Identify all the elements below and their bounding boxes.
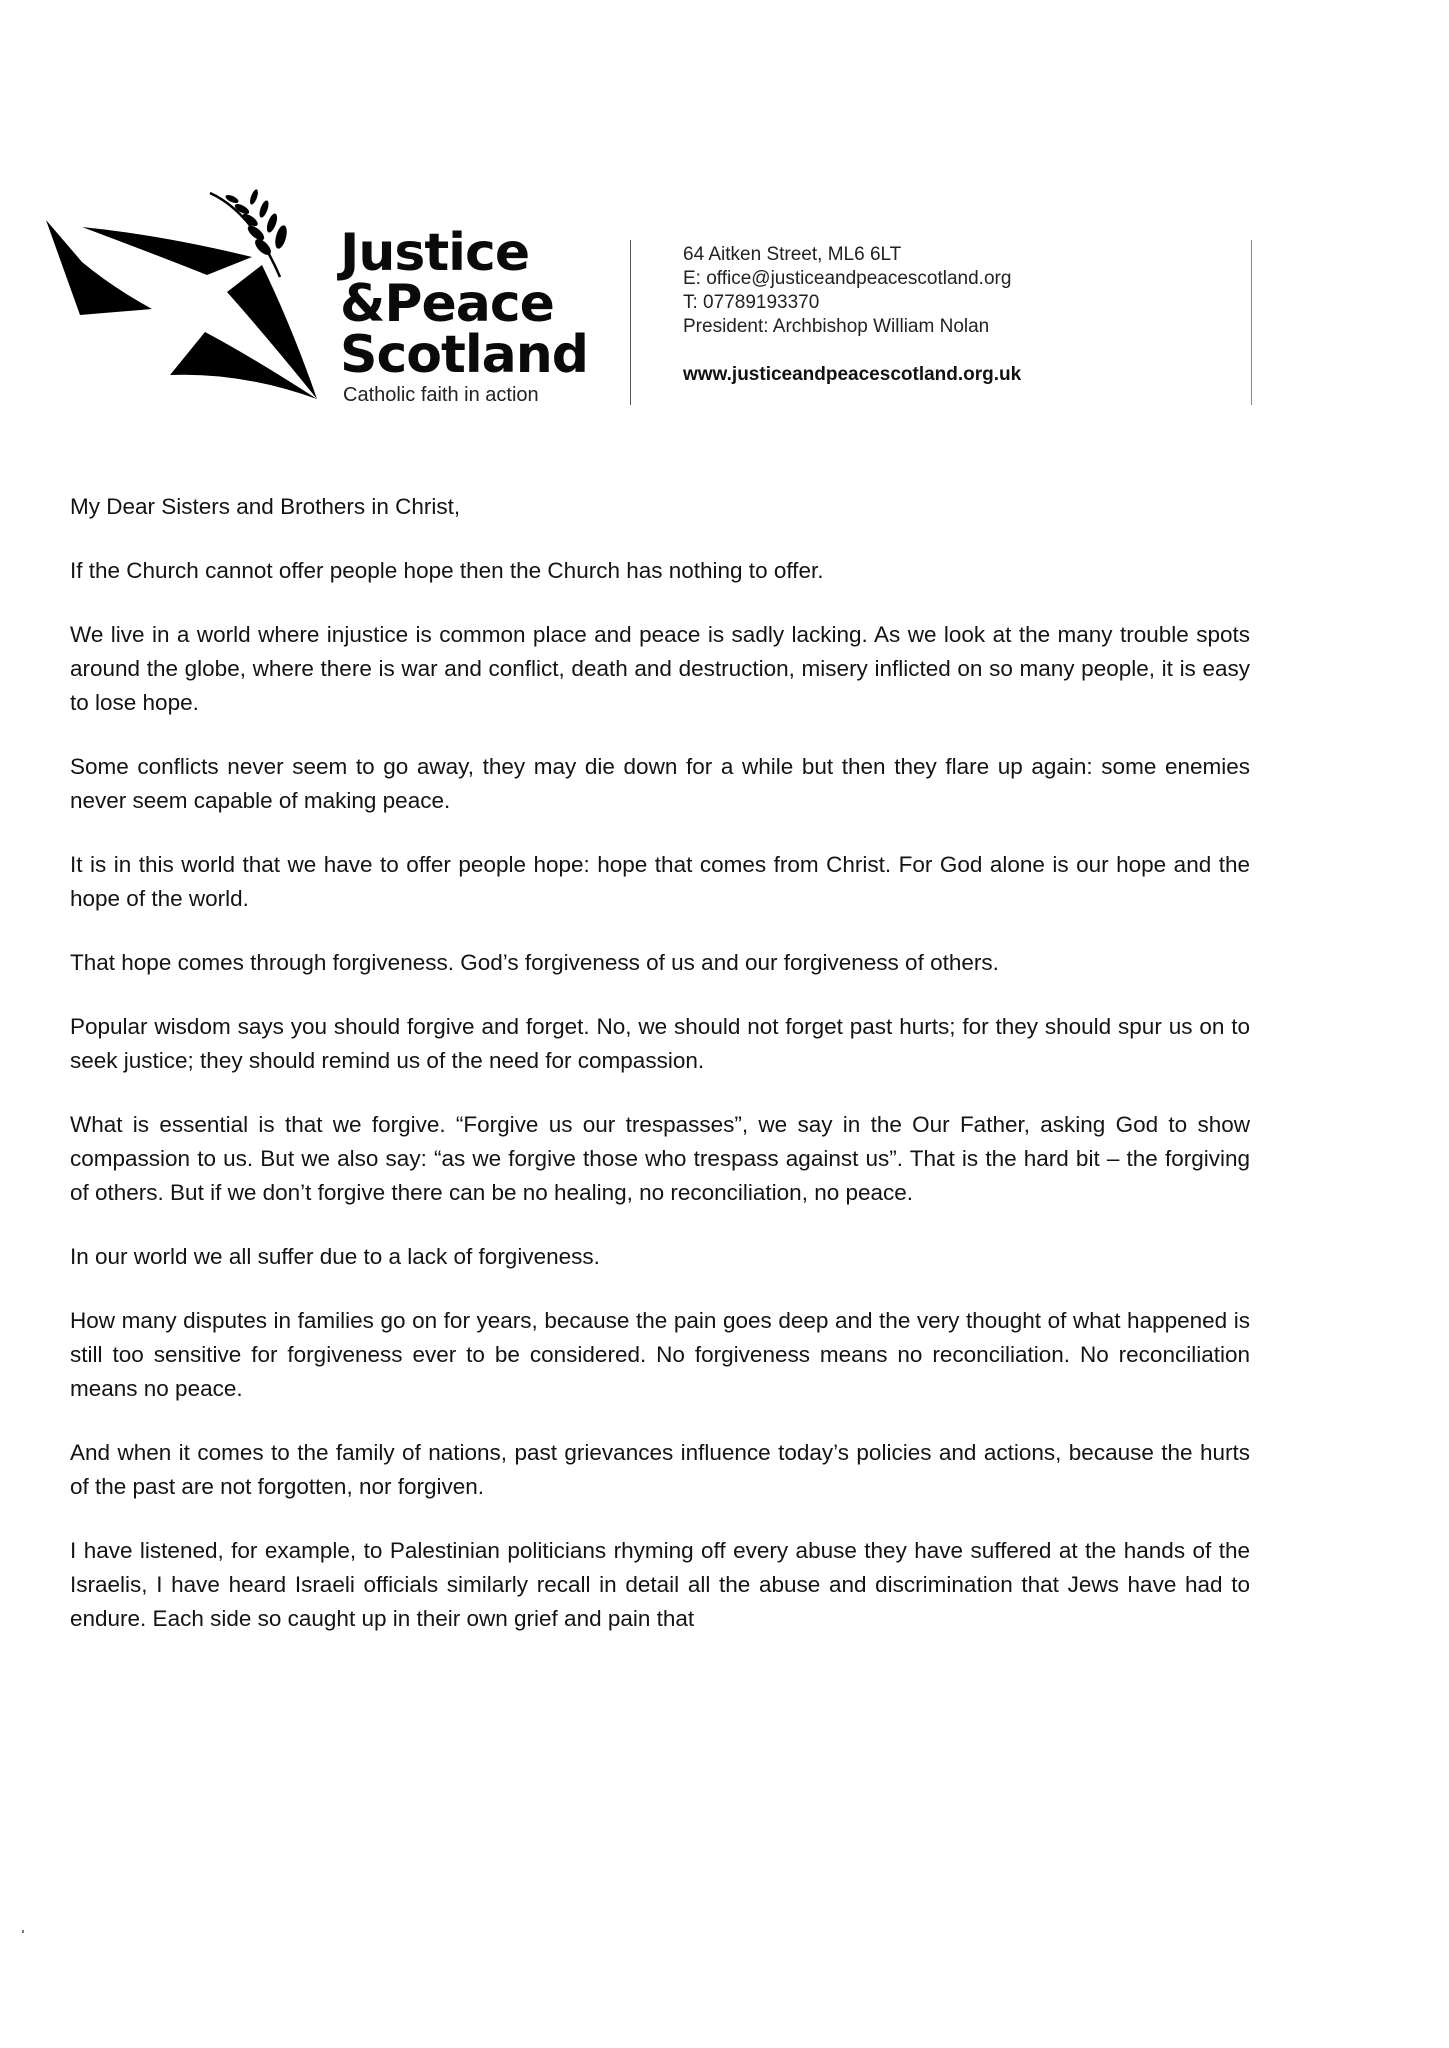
logo-wing-upper <box>82 227 252 275</box>
org-name-line: Scotland <box>340 325 589 385</box>
contact-president: President: Archbishop William Nolan <box>683 316 990 337</box>
org-tagline: Catholic faith in action <box>343 384 539 406</box>
org-name-line: &Peace <box>340 274 554 334</box>
contact-phone: T: 07789193370 <box>683 292 820 313</box>
contact-website: www.justiceandpeacescotland.org.uk <box>683 364 1022 385</box>
paragraph: And when it comes to the family of nations, past grievances influence today’s policies and actions, because the hurts of the past are not forgotten, nor forgiven. <box>70 1440 1250 1499</box>
dove-with-olive-branch-icon <box>42 187 332 412</box>
divider-left <box>630 240 631 405</box>
divider-right <box>1251 240 1252 405</box>
paragraph: In our world we all suffer due to a lack of forgiveness. <box>70 1244 600 1269</box>
contact-address: 64 Aitken Street, ML6 6LT <box>683 244 902 265</box>
scan-artifact <box>22 1930 24 1933</box>
paragraph: Popular wisdom says you should forgive and forget. No, we should not forget past hurts; for they should spur us on to seek justice; they should remind us of the need for compassion. <box>70 1014 1250 1073</box>
paragraph: That hope comes through forgiveness. God’s forgiveness of us and our forgiveness of others. <box>70 950 999 975</box>
contact-email: E: office@justiceandpeacescotland.org <box>683 268 1012 289</box>
paragraph: What is essential is that we forgive. “Forgive us our trespasses”, we say in the Our Father, asking God to show compassion to us. But we also say: “as we forgive those who trespass against us”. That is the hard bit – the forgiving of others. But if we don’t forgive there can be no healing, no reconciliation, no peace. <box>70 1112 1250 1205</box>
paragraph: It is in this world that we have to offer people hope: hope that comes from Christ. For God alone is our hope and the hope of the world. <box>70 852 1250 911</box>
paragraph: How many disputes in families go on for years, because the pain goes deep and the very thought of what happened is still too sensitive for forgiveness ever to be considered. No forgiveness means no reconciliation. No reconciliation means no peace. <box>70 1308 1250 1401</box>
paragraph: Some conflicts never seem to go away, they may die down for a while but then they flare up again: some enemies never seem capable of making peace. <box>70 754 1250 813</box>
paragraph: If the Church cannot offer people hope then the Church has nothing to offer. <box>70 558 824 583</box>
paragraph: I have listened, for example, to Palestinian politicians rhyming off every abuse they have suffered at the hands of the Israelis, I have heard Israeli officials similarly recall in detail all the abuse and discrimination that Jews have had to endure. Each side so caught up in their own grief and pain that <box>70 1538 1250 1631</box>
paragraph: We live in a world where injustice is common place and peace is sadly lacking. As we look at the many trouble spots around the globe, where there is war and conflict, death and destruction, misery inflicted on so many people, it is easy to lose hope. <box>70 622 1250 715</box>
org-name <box>340 223 589 385</box>
contact-block <box>683 243 1021 387</box>
letter-body <box>70 490 1250 1666</box>
org-name-line: Justice <box>340 223 530 283</box>
salutation: My Dear Sisters and Brothers in Christ, <box>70 494 461 519</box>
